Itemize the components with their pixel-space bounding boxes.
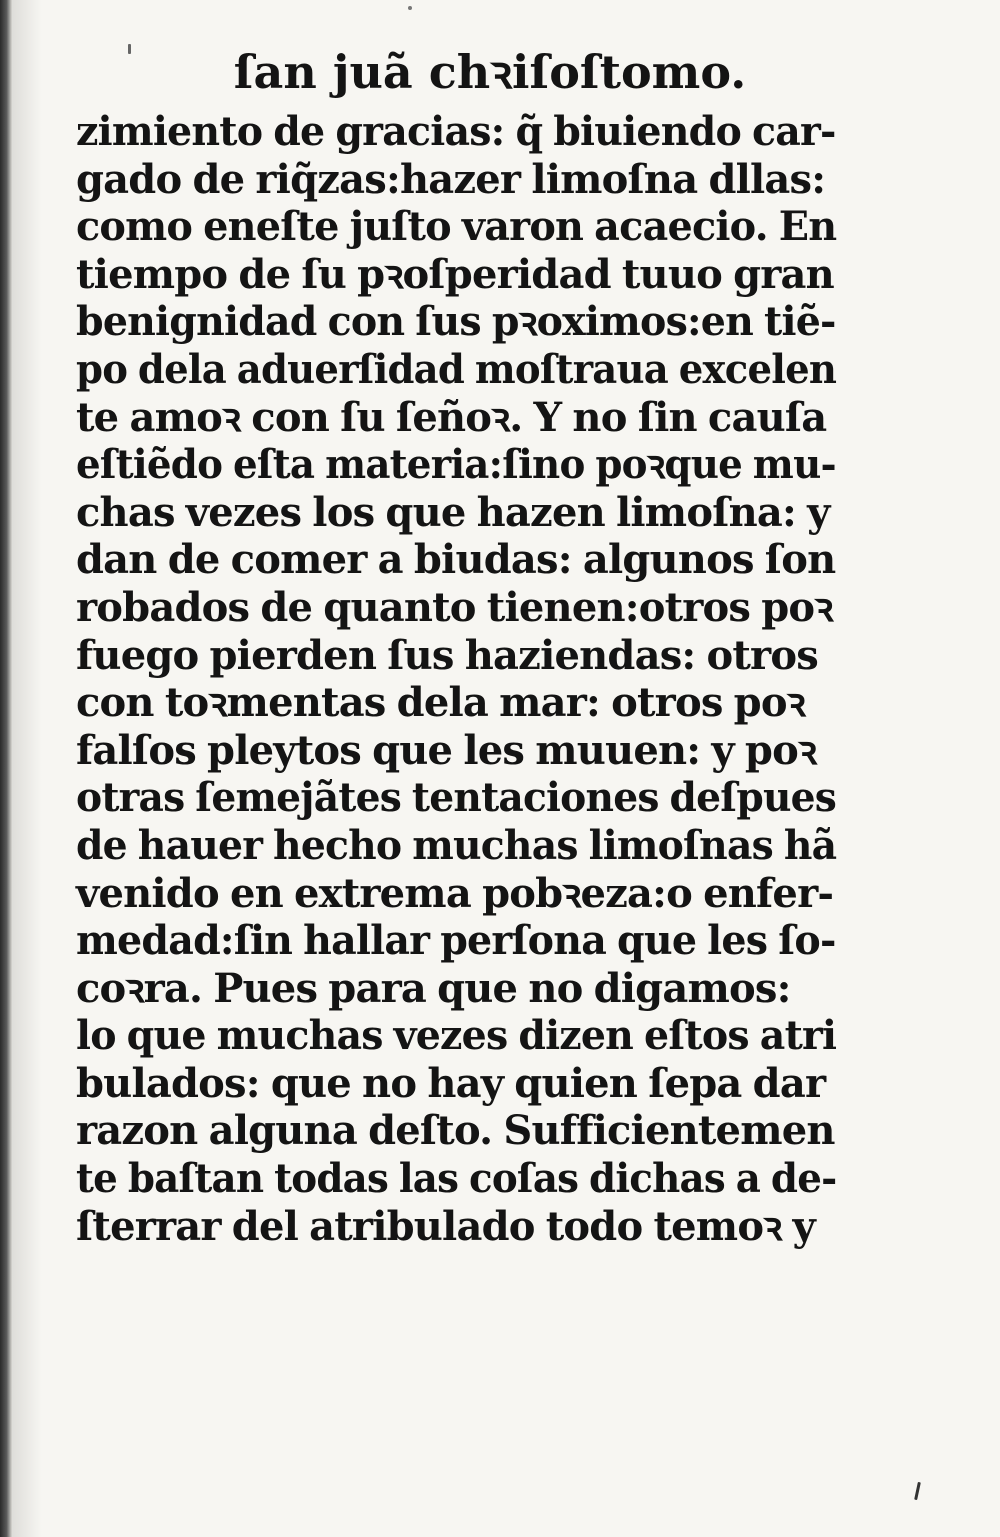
text-line: zimiento de gracias: q̃ biuiendo car- xyxy=(76,108,836,155)
text-line: eſtiẽdo eſta materia:ſino poꝛque mu- xyxy=(76,441,836,489)
text-line: te amoꝛ con ſu ſeñoꝛ. Y no ſin cauſa xyxy=(76,393,827,441)
text-line: benignidad con ſus pꝛoximos:en tiẽ- xyxy=(76,298,836,346)
text-line: coꝛra. Pues para que no digamos: xyxy=(76,964,791,1012)
text-column xyxy=(76,108,836,1250)
text-line: de hauer hecho muchas limoſnas hã xyxy=(76,821,837,869)
text-line: venido en extrema pobꝛeza:o enfer- xyxy=(76,869,834,917)
text-line: medad:ſin hallar perſona que les ſo- xyxy=(76,917,836,965)
text-line: fuego pierden ſus haziendas: otros xyxy=(76,631,818,679)
text-line: con toꝛmentas dela mar: otros poꝛ xyxy=(76,679,805,727)
text-line: te baſtan todas las coſas dichas a de- xyxy=(76,1155,837,1203)
ink-speck xyxy=(914,1482,921,1500)
text-line: bulados: que no hay quien ſepa dar xyxy=(76,1059,826,1107)
text-line: chas vezes los que hazen limoſna: y xyxy=(76,488,830,536)
text-line: po dela aduerſidad moſtraua excelen xyxy=(76,345,837,393)
text-line: ſterrar del atribulado todo temoꝛ y xyxy=(76,1202,815,1250)
text-line: robados de quanto tienen:otros poꝛ xyxy=(76,583,833,631)
text-line: otras ſemejãtes tentaciones deſpues xyxy=(76,774,837,822)
ink-speck xyxy=(408,6,412,10)
text-line: tiempo de ſu pꝛoſperidad tuuo gran xyxy=(76,250,834,298)
running-header xyxy=(0,42,1000,102)
text-line: lo que muchas vezes dizen eſtos atri xyxy=(76,1012,837,1060)
text-line: dan de comer a biudas: algunos ſon xyxy=(76,536,836,584)
gutter-shadow xyxy=(12,0,42,1537)
page-binding-edge xyxy=(0,0,12,1537)
ink-speck xyxy=(128,44,131,54)
text-line: razon alguna deſto. Sufficientemen xyxy=(76,1107,835,1155)
text-line: gado de riq̃zas:hazer limoſna dllas: xyxy=(76,155,826,203)
running-header-text: ſan juã chꝛiſoſtomo. xyxy=(233,45,747,99)
text-line: como eneſte juſto varon acaecio. En xyxy=(76,203,837,251)
text-line: falſos pleytos que les muuen: y poꝛ xyxy=(76,726,817,774)
